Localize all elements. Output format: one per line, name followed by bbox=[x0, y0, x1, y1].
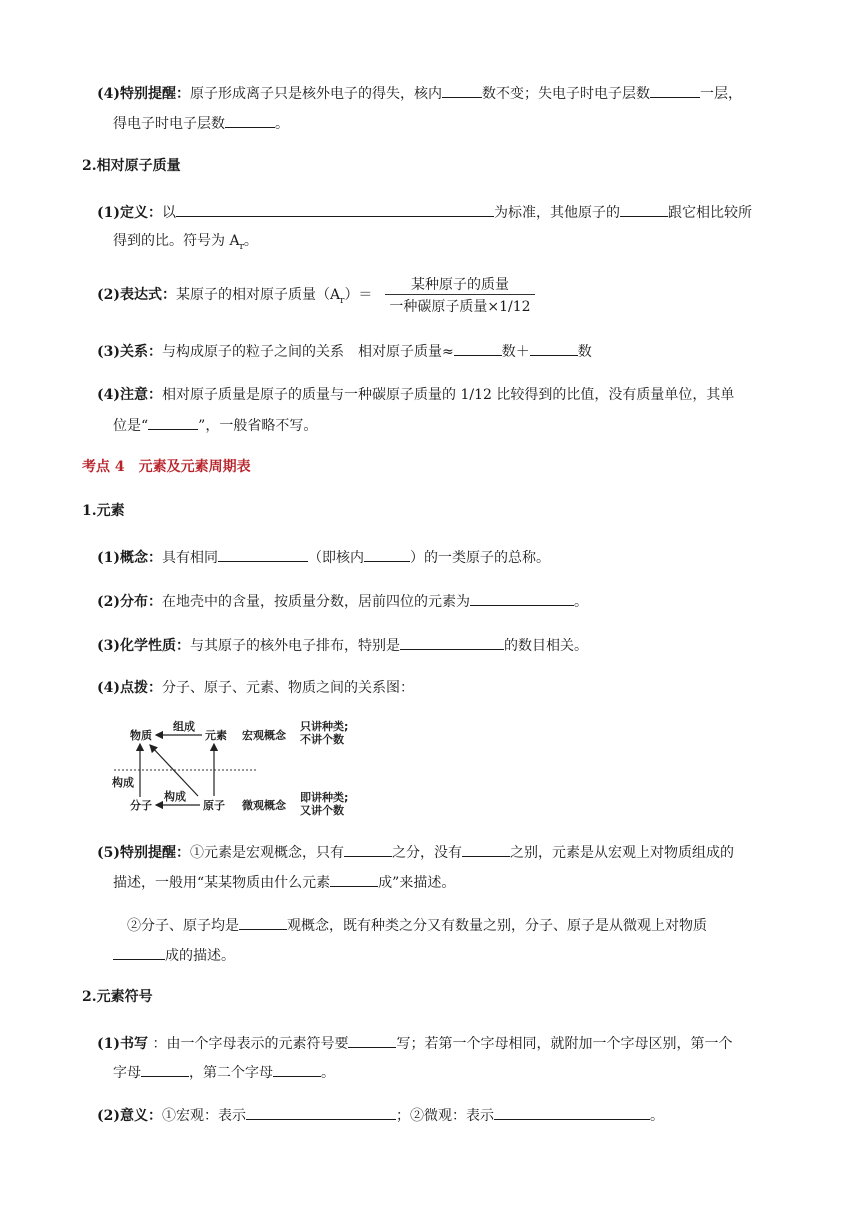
topic-heading: 考点 4 元素及元素周期表 bbox=[82, 459, 251, 475]
label-compose-top: 组成 bbox=[173, 720, 195, 733]
blank bbox=[462, 841, 510, 857]
blank bbox=[225, 112, 275, 128]
blank bbox=[218, 546, 308, 562]
blank bbox=[442, 82, 482, 98]
note-micro-2: 又讲个数 bbox=[300, 804, 344, 817]
section-title-element-symbol: 2.元素符号 bbox=[82, 989, 153, 1005]
blank bbox=[344, 841, 392, 857]
section-title-element: 1.元素 bbox=[82, 503, 125, 519]
element-remind-line-3: ②分子、原子均是 观概念，既有种类之分又有数量之别，分子、原子是从微观上对物质 bbox=[127, 914, 707, 936]
element-remind-line-2: 描述，一般用“某某物质由什么元素 成”来描述。 bbox=[113, 871, 455, 893]
element-concept: (1)概念：具有相同 （即核内 ）的一类原子的总称。 bbox=[97, 546, 550, 568]
blank bbox=[650, 82, 700, 98]
blank bbox=[141, 1061, 189, 1077]
ram-expression: (2)表达式：某原子的相对原子质量$(A_r)=$ bbox=[97, 287, 373, 306]
blank bbox=[273, 1061, 321, 1077]
ram-definition-line-1: (1)定义：以 为标准，其他原子的 跟它相比较所 bbox=[97, 201, 752, 223]
blank bbox=[239, 914, 287, 930]
ram-note-line-2: 位是“ ”，一般省略不写。 bbox=[113, 414, 317, 436]
ram-note-line-1: (4)注意：相对原子质量是原子的质量与一种碳原子质量的 1/12 比较得到的比值，没有质量单位，其单 bbox=[97, 387, 735, 403]
symbol-writing-line-2: 字母 ，第二个字母 。 bbox=[113, 1061, 335, 1083]
ram-definition-line-2: 得到的比。符号为 $A_r$。 bbox=[113, 233, 258, 252]
blank bbox=[454, 340, 502, 356]
section-title-relative-atomic-mass: 2.相对原子质量 bbox=[82, 158, 181, 174]
blank bbox=[148, 414, 198, 430]
element-chemical-property: (3)化学性质：与其原子的核外电子排布，特别是 的数目相关。 bbox=[97, 634, 588, 656]
relation-diagram bbox=[110, 712, 370, 822]
blank bbox=[400, 634, 504, 650]
note-micro-1: 即讲种类; bbox=[300, 791, 349, 804]
remind-label: (4)特别提醒： bbox=[97, 86, 190, 102]
blank bbox=[113, 944, 165, 960]
element-remind-line-4: 成的描述。 bbox=[113, 944, 235, 966]
fraction-bar bbox=[385, 294, 535, 295]
blank bbox=[470, 590, 574, 606]
symbol-meaning: (2)意义：①宏观：表示 ；②微观：表示 。 bbox=[97, 1104, 664, 1126]
blank bbox=[348, 1032, 396, 1048]
blank bbox=[364, 546, 410, 562]
blank bbox=[530, 340, 578, 356]
label-macro-concept: 宏观概念 bbox=[242, 729, 286, 742]
blank bbox=[246, 1104, 396, 1120]
fraction-numerator: 某种原子的质量 bbox=[411, 277, 509, 293]
node-molecule: 分子 bbox=[130, 799, 152, 812]
node-atom: 原子 bbox=[203, 799, 225, 812]
node-element: 元素 bbox=[205, 729, 227, 742]
remind-line-1: (4)特别提醒：原子形成离子只是核外电子的得失，核内 数不变；失电子时电子层数 一层， bbox=[97, 82, 742, 104]
label-compose-bottom: 构成 bbox=[164, 790, 186, 803]
element-tip: (4)点拨：分子、原子、元素、物质之间的关系图： bbox=[97, 680, 414, 696]
note-macro-1: 只讲种类; bbox=[300, 720, 349, 733]
note-macro-2: 不讲个数 bbox=[300, 733, 344, 746]
remind-line-2: 得电子时电子层数 。 bbox=[113, 112, 289, 134]
node-substance: 物质 bbox=[130, 729, 152, 742]
blank bbox=[494, 1104, 650, 1120]
symbol-writing-line-1: (1)书写 ：由一个字母表示的元素符号要 写；若第一个字母相同，就附加一个字母区别，第一个 bbox=[97, 1032, 732, 1054]
label-compose-left: 构成 bbox=[112, 776, 134, 789]
fraction-denominator: 一种碳原子质量×1/12 bbox=[389, 299, 531, 315]
label-micro-concept: 微观概念 bbox=[242, 799, 286, 812]
element-remind-line-1: (5)特别提醒：①元素是宏观概念，只有 之分，没有 之别，元素是从宏观上对物质组成的 bbox=[97, 841, 734, 863]
element-distribution: (2)分布：在地壳中的含量，按质量分数，居前四位的元素为 。 bbox=[97, 590, 588, 612]
blank bbox=[330, 871, 378, 887]
blank bbox=[620, 201, 668, 217]
blank bbox=[176, 201, 494, 217]
ram-relation: (3)关系：与构成原子的粒子之间的关系 相对原子质量≈ 数＋ 数 bbox=[97, 340, 592, 362]
